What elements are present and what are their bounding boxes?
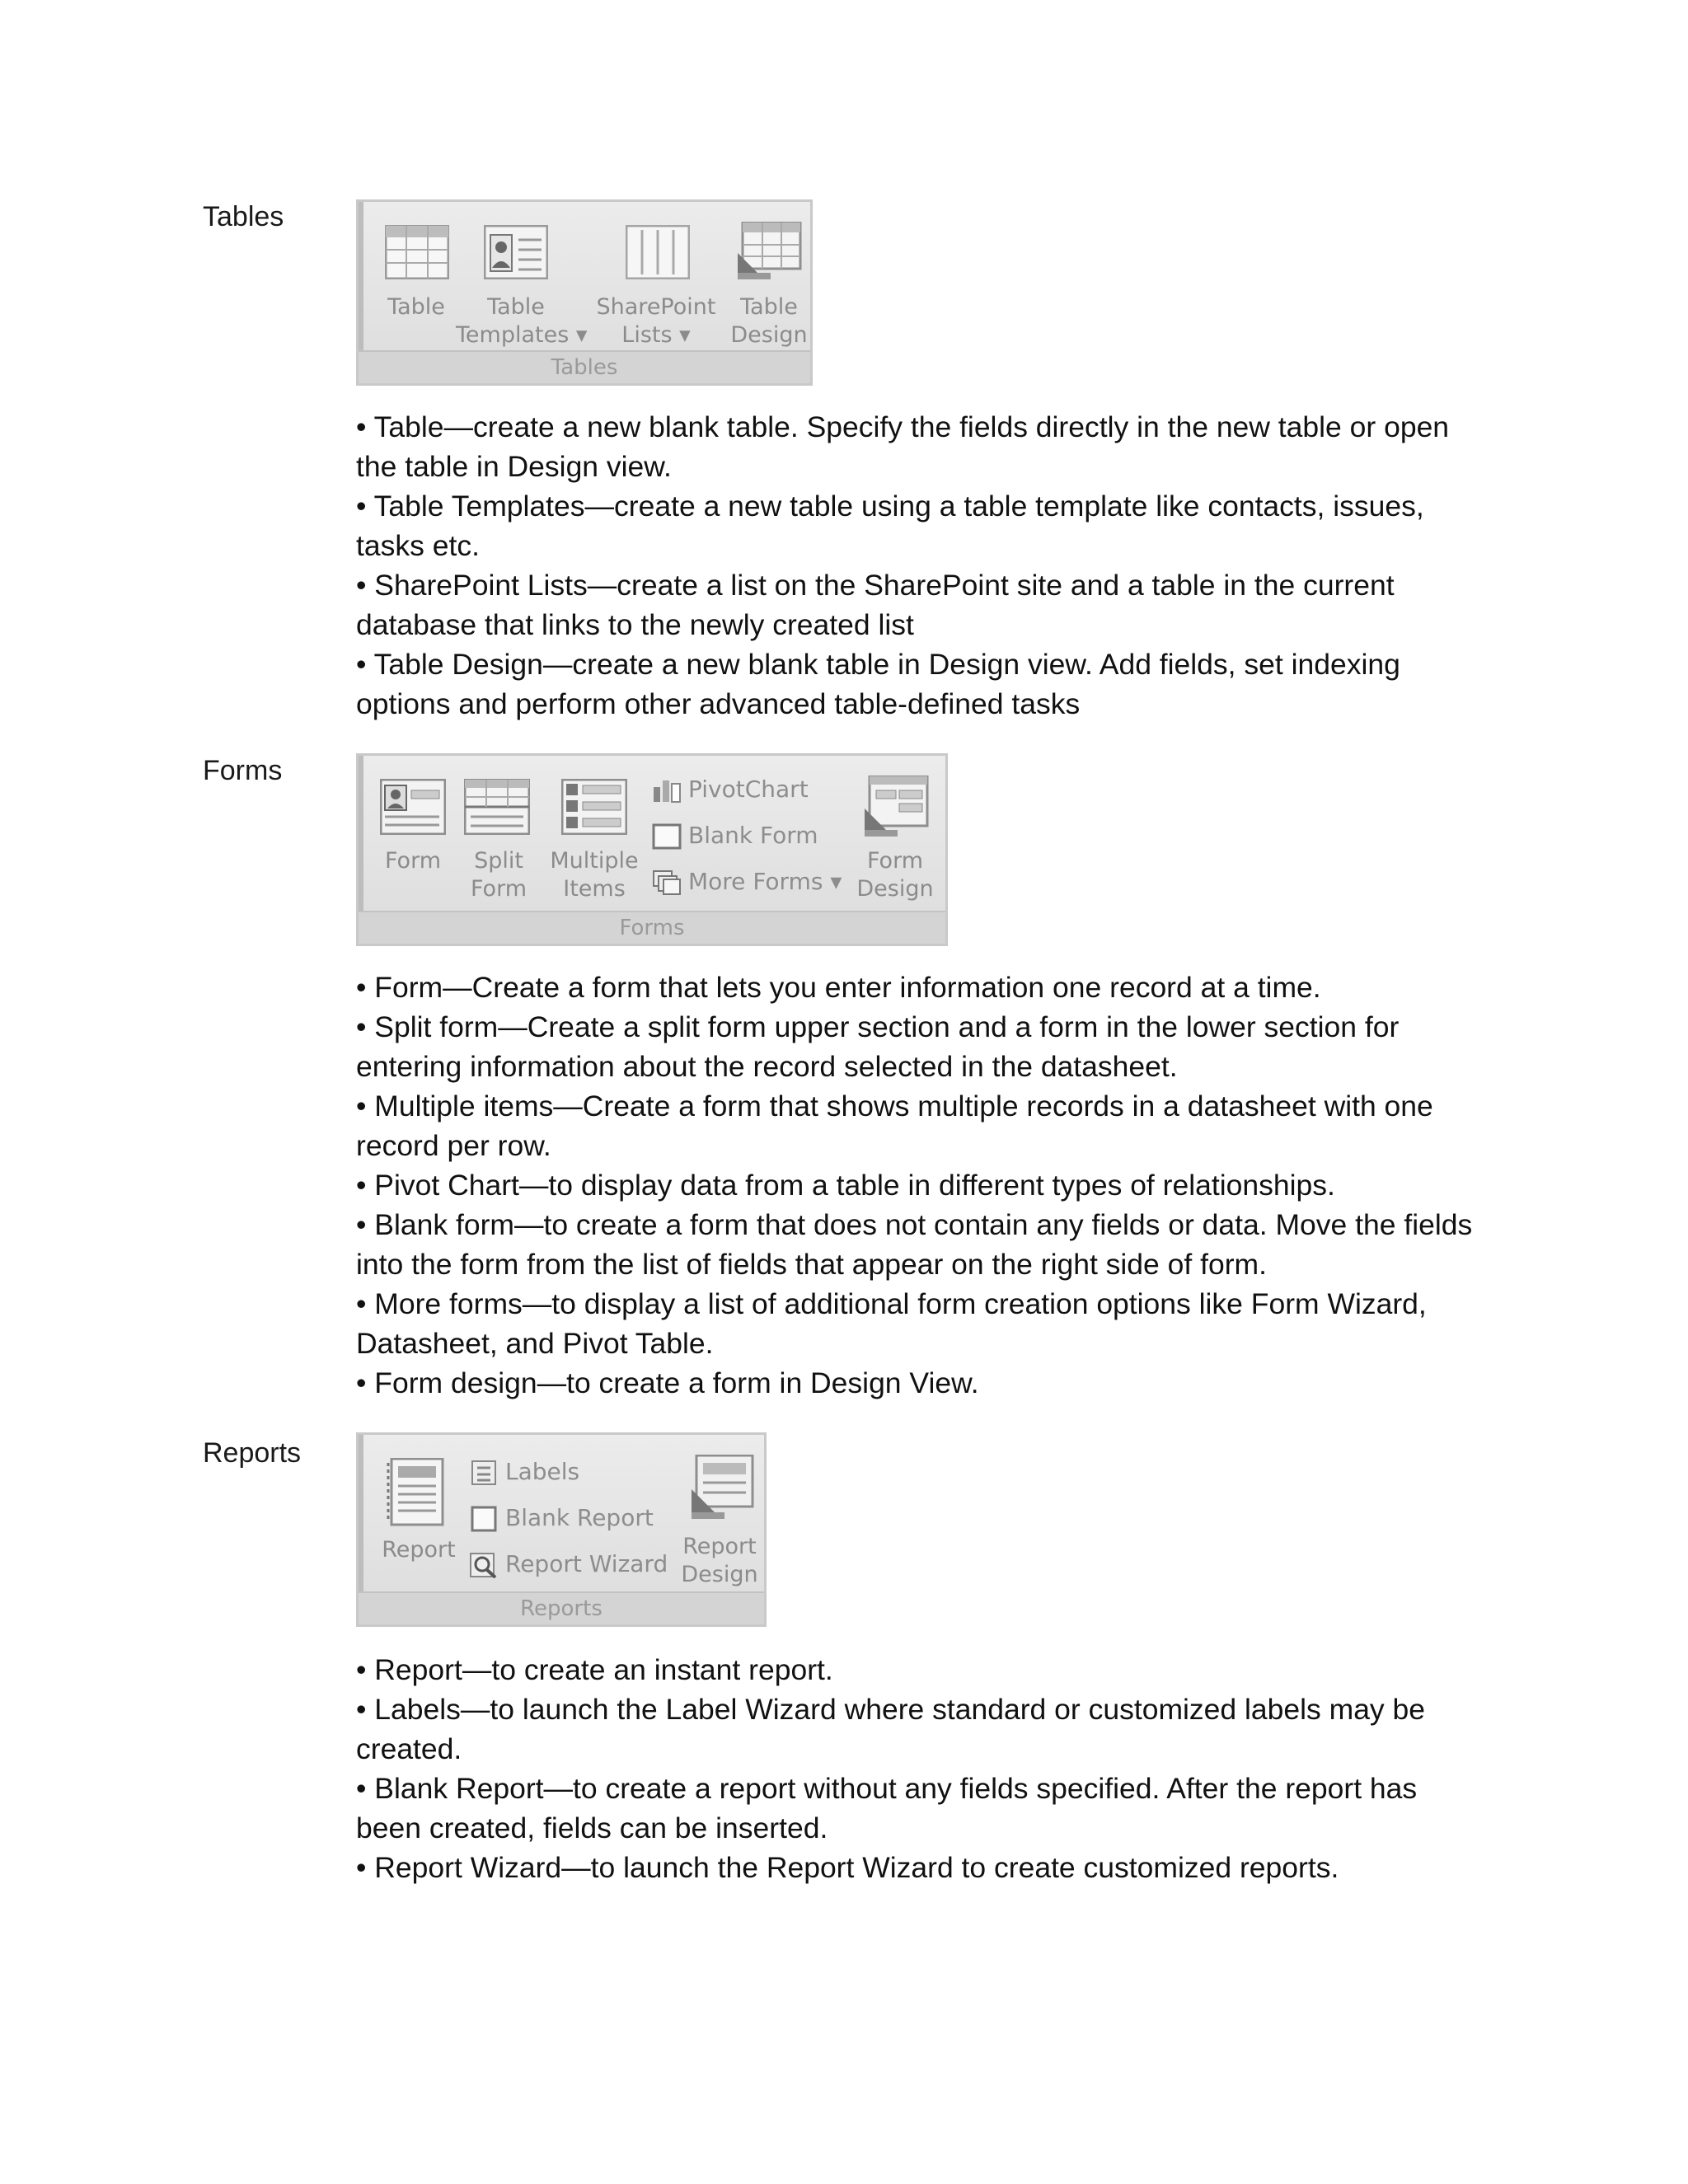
blank-form-label: Blank Form [688,822,818,849]
more-forms-label: More Forms ▾ [688,868,842,895]
table-templates-label-1: Table [487,294,545,320]
forms-bullet-list [356,968,1477,1403]
list-item: • Blank form—to create a form that does not contain any fields or data. Move the fields into the form from the list of fields that appear on the right side of form. [356,1208,1473,1281]
list-item: • Blank Report—to create a report without any fields specified. After the report has been created, fields can be inserted. [356,1772,1418,1844]
reports-bullet-list [356,1650,1477,1887]
pivotchart-icon [652,777,682,804]
table-templates-label-2: Templates ▾ [456,322,588,348]
list-item: • Table Design—create a new blank table in Design view. Add fields, set indexing options and perform other advanced table-defined tasks [356,648,1400,720]
list-item: • Pivot Chart—to display data from a table in different types of relationships. [356,1169,1335,1202]
multiple-items-button[interactable] [543,779,645,911]
more-forms-icon [652,869,682,896]
table-button-label: Table [387,294,445,320]
split-form-button[interactable] [457,779,540,911]
section-label-reports: Reports [203,1437,302,1469]
blank-report-button[interactable] [469,1504,654,1532]
ribbon-group-title-reports: Reports [359,1591,764,1624]
table-design-button[interactable] [728,222,810,357]
ribbon-group-tables [356,199,813,386]
report-button[interactable] [373,1458,456,1582]
table-design-label-2: Design [730,322,808,348]
report-design-button[interactable] [675,1455,764,1590]
labels-button[interactable] [469,1458,579,1486]
list-item: • More forms—to display a list of additional form creation options like Form Wizard, Datasheet, and Pivot Table. [356,1287,1427,1360]
list-item: • Multiple items—Create a form that shows multiple records in a datasheet with one record per row. [356,1090,1433,1162]
form-icon [380,779,446,835]
list-item: • Labels—to launch the Label Wizard where standard or customized labels may be created. [356,1693,1426,1765]
list-item: • Form—Create a form that lets you enter information one record at a time. [356,971,1321,1004]
table-button[interactable] [375,225,457,349]
form-design-label-2: Design [856,876,934,902]
sharepoint-lists-icon [626,225,690,279]
labels-label: Labels [505,1458,580,1485]
form-design-icon [863,776,929,838]
list-item: • Split form—Create a split form upper section and a form in the lower section for entering information about the record selected in the datasheet. [356,1010,1400,1083]
multiple-items-label-2: Items [563,876,626,902]
report-wizard-icon [469,1552,499,1578]
report-button-label: Report [382,1537,456,1563]
sharepoint-lists-label-2: Lists ▾ [621,322,691,348]
table-icon [385,225,449,279]
form-button[interactable] [372,779,454,902]
report-icon [387,1458,444,1527]
multiple-items-label-1: Multiple [550,848,639,874]
split-form-label-2: Form [470,876,527,902]
labels-icon [469,1460,499,1486]
list-item: • Table Templates—create a new table using a table template like contacts, issues, tasks etc. [356,490,1424,562]
table-templates-button[interactable] [456,225,588,357]
more-forms-button[interactable] [652,868,842,896]
sharepoint-lists-button[interactable] [594,225,718,357]
sharepoint-lists-label-1: SharePoint [596,294,716,320]
blank-report-icon [469,1506,499,1532]
form-button-label: Form [384,848,441,874]
list-item: • Form design—to create a form in Design View. [356,1366,979,1399]
report-wizard-button[interactable] [469,1550,668,1578]
ribbon-group-forms [356,753,948,946]
ribbon-group-title-tables: Tables [359,350,810,383]
form-design-label-1: Form [866,848,923,874]
report-design-label-1: Report [682,1534,757,1559]
table-templates-icon [484,225,548,279]
split-form-icon [464,779,530,835]
report-design-label-2: Design [681,1562,758,1587]
blank-form-icon [652,823,682,850]
ribbon-group-reports [356,1432,767,1627]
split-form-label-1: Split [474,848,523,874]
section-label-tables: Tables [203,201,284,232]
table-design-icon [736,222,802,281]
list-item: • Report Wizard—to launch the Report Wizard to create customized reports. [356,1851,1339,1884]
blank-report-label: Blank Report [505,1504,654,1531]
pivotchart-button[interactable] [652,776,809,804]
report-wizard-label: Report Wizard [505,1550,668,1577]
table-design-label-1: Table [740,294,798,320]
list-item: • SharePoint Lists—create a list on the SharePoint site and a table in the current database that links to the newly created list [356,569,1395,641]
list-item: • Table—create a new blank table. Specify the fields directly in the new table or open the table in Design view. [356,410,1450,483]
form-design-button[interactable] [850,776,940,911]
tables-bullet-list [356,407,1477,724]
pivotchart-label: PivotChart [688,776,809,803]
report-design-icon [690,1455,754,1521]
section-label-forms: Forms [203,755,283,786]
list-item: • Report—to create an instant report. [356,1653,833,1686]
multiple-items-icon [561,779,627,835]
ribbon-group-title-forms: Forms [359,911,945,944]
blank-form-button[interactable] [652,822,818,850]
